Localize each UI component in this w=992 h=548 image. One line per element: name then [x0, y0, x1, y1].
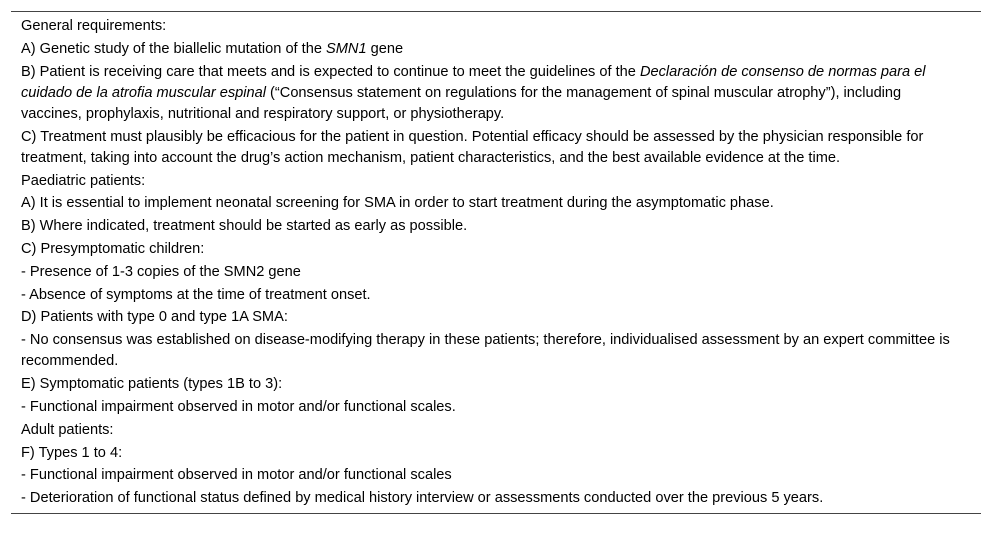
consensus-document-title: Declaración de consenso de normas para el cuidado de la atrofia muscular espinal — [21, 63, 926, 101]
paediatric-heading: Paediatric patients: — [21, 172, 146, 189]
adult-heading: Adult patients: — [21, 421, 114, 438]
adult-item-f-detail-1: - Functional impairment observed in motor and/or functional scales — [21, 467, 452, 484]
adult-item-f-detail-2: - Deterioration of functional status defined by medical history interview or assessments conducted over the previous 5 years. — [21, 490, 824, 507]
paediatric-item-c-detail-2: - Absence of symptoms at the time of treatment onset. — [21, 286, 371, 303]
paediatric-item-c: C) Presymptomatic children: — [21, 240, 205, 257]
gene-name-smn1: SMN1 — [326, 40, 367, 57]
paediatric-item-b: B) Where indicated, treatment should be started as early as possible. — [21, 218, 468, 235]
paediatric-item-c-detail-1: - Presence of 1-3 copies of the SMN2 gene — [21, 263, 301, 280]
general-heading: General requirements: — [21, 18, 167, 34]
general-item-a — [21, 38, 961, 61]
paediatric-item-d: D) Patients with type 0 and type 1A SMA: — [21, 309, 288, 326]
general-item-c: C) Treatment must plausibly be efficacious for the patient in question. Potential efficacy should be assessed by the physician responsible for treatment, taking into account the drug’s action mechanism, patient characteristics, and the best available evidence at the time. — [21, 128, 924, 166]
general-item-b-suffix: (“Consensus statement on regulations for the management of spinal muscular atrophy”), including vaccines, prophylaxis, nutritional and respiratory support, or physiotherapy. — [21, 84, 902, 122]
requirements-cell — [11, 12, 961, 513]
adult-item-f: F) Types 1 to 4: — [21, 444, 123, 461]
paediatric-item-d-detail-1: - No consensus was established on disease-modifying therapy in these patients; therefore, individualised assessment by an expert committee is recommended. — [21, 332, 950, 370]
requirements-table — [11, 11, 981, 514]
paediatric-item-a: A) It is essential to implement neonatal screening for SMA in order to start treatment during the asymptomatic phase. — [21, 195, 774, 212]
paediatric-item-e: E) Symptomatic patients (types 1B to 3): — [21, 376, 283, 393]
paediatric-item-e-detail-1: - Functional impairment observed in motor and/or functional scales. — [21, 398, 456, 415]
general-item-a-prefix: A) Genetic study of the biallelic mutation of the — [21, 40, 327, 57]
general-item-b-prefix: B) Patient is receiving care that meets and is expected to continue to meet the guidelines of the — [21, 63, 640, 80]
general-item-b — [21, 61, 961, 126]
general-item-a-suffix: gene — [366, 40, 404, 57]
